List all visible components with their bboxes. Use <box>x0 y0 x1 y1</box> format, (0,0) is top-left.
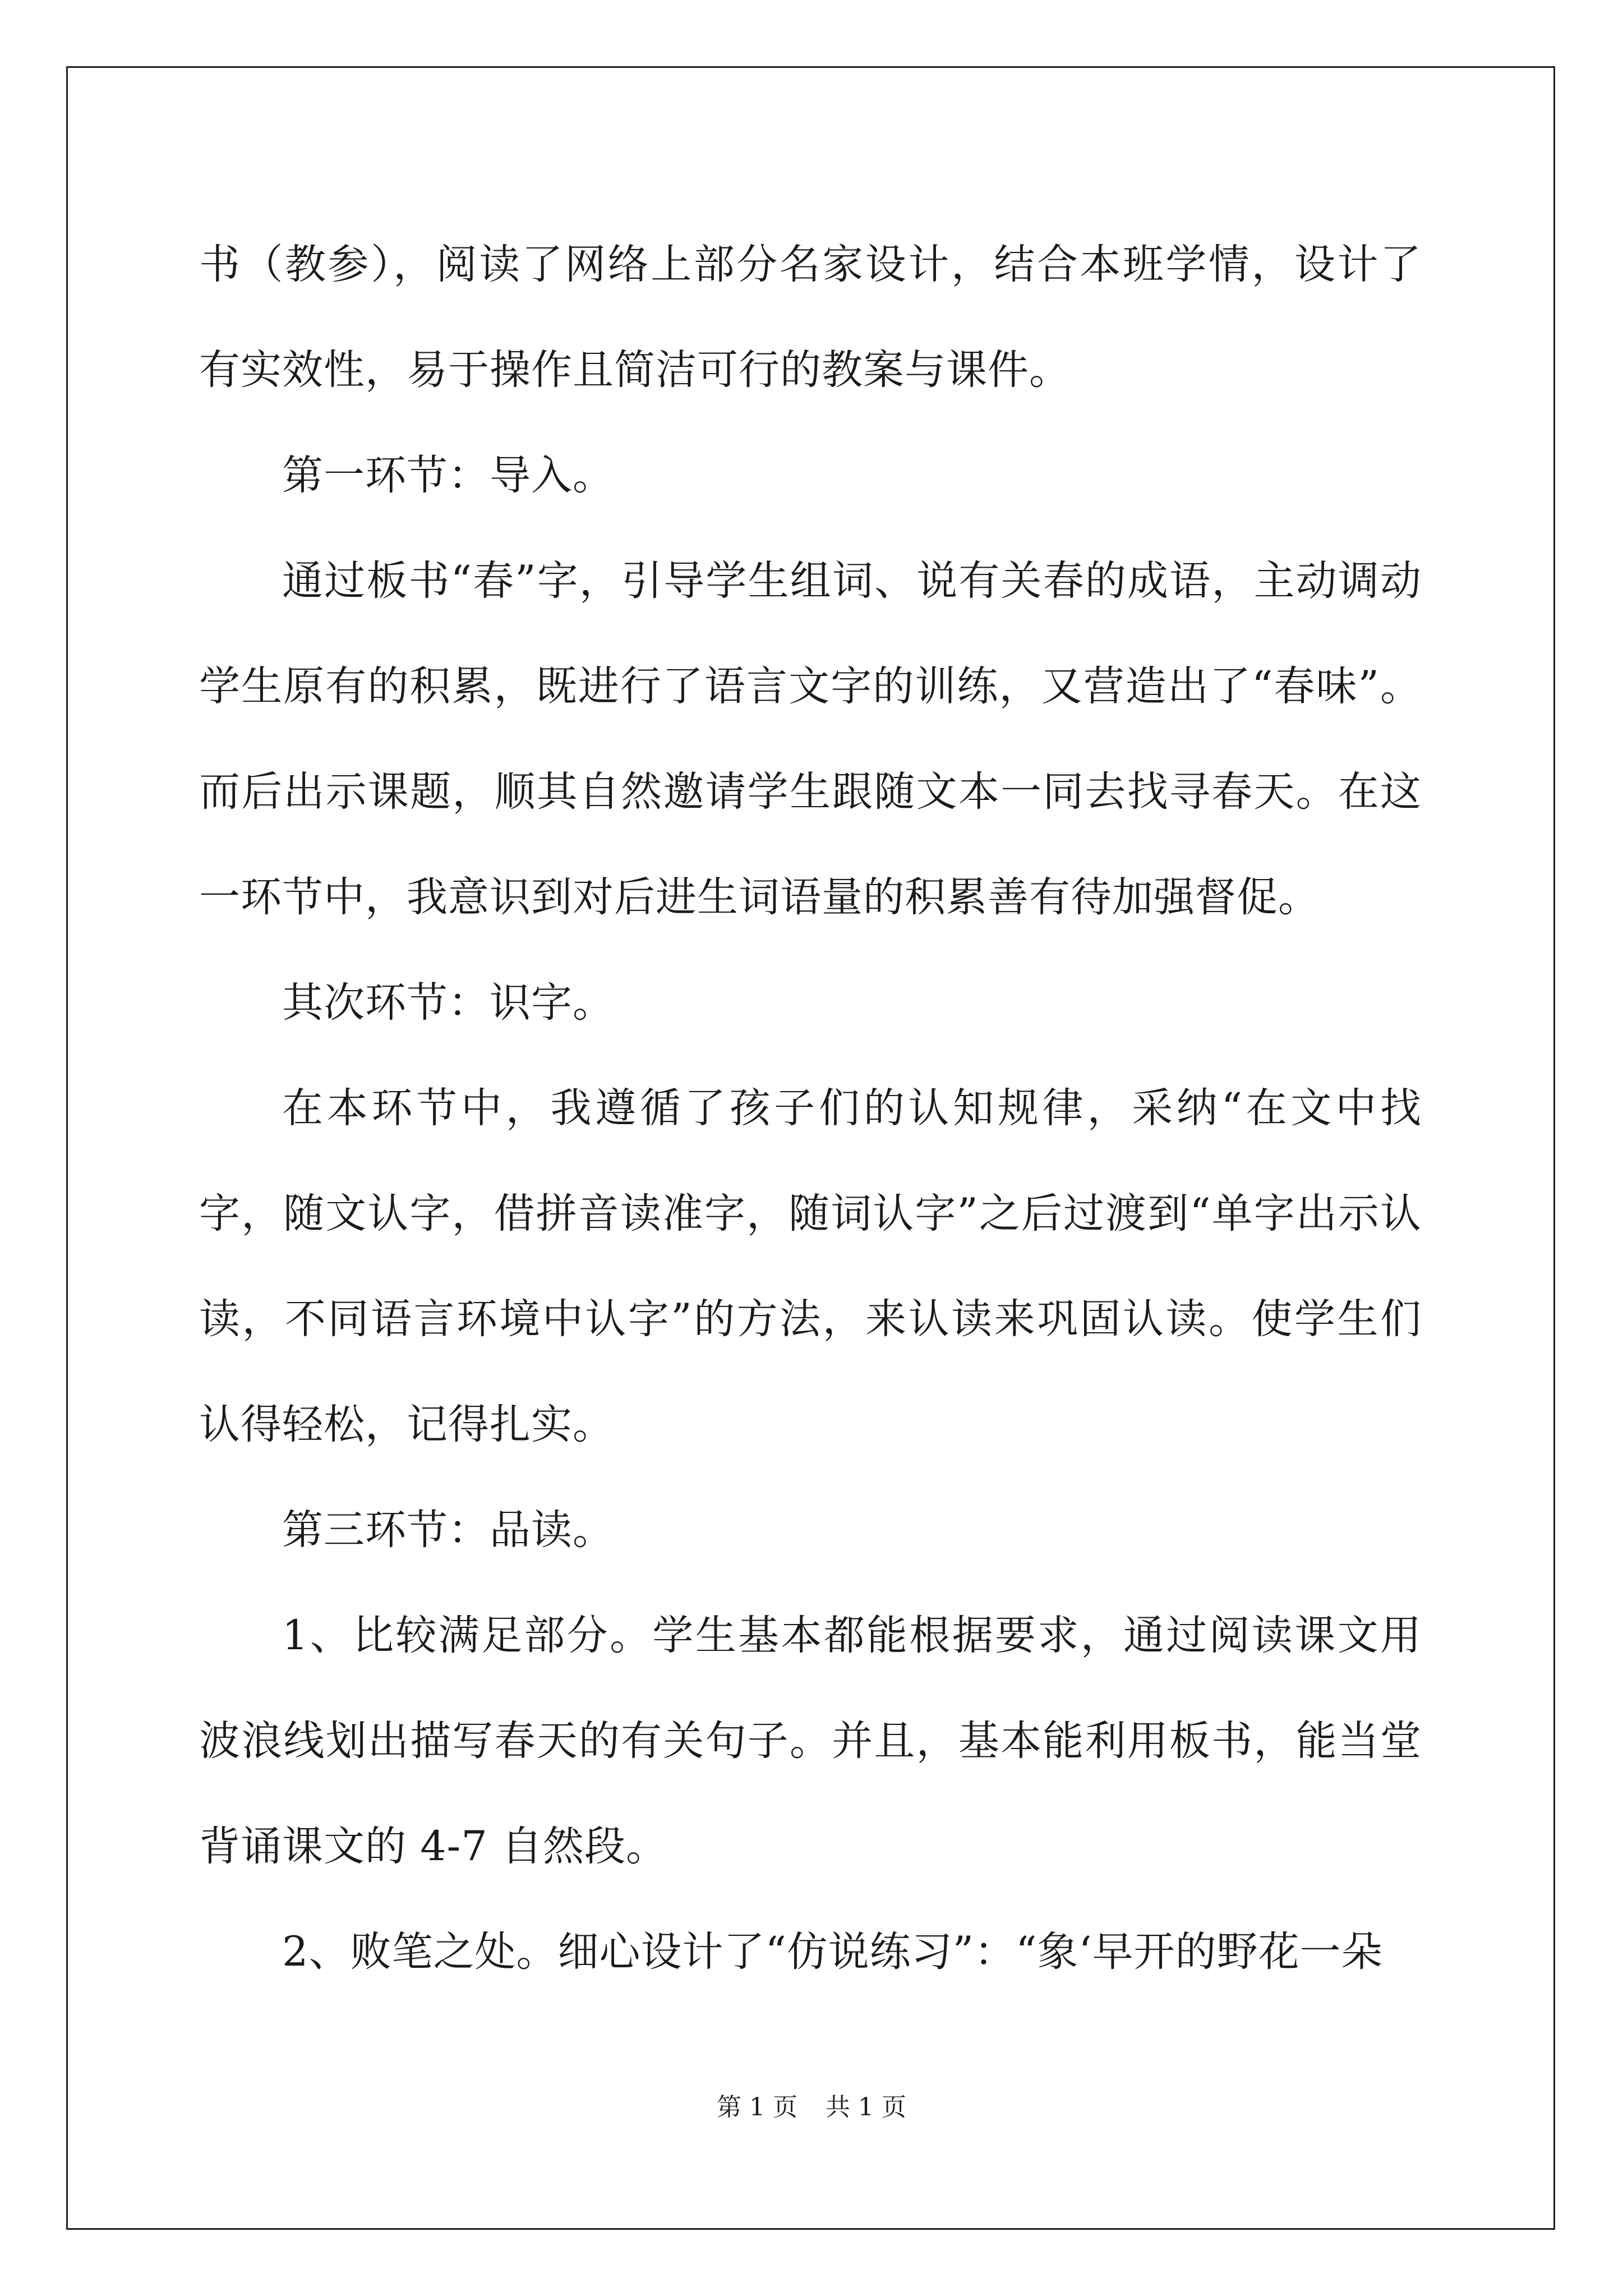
document-body <box>199 212 1422 2005</box>
section-heading-literacy: 其次环节：识字。 <box>282 979 614 1027</box>
paragraph-literacy-body: 在本环节中，我遵循了孩子们的认知规律，采纳“在文中找字，随文认字，借拼音读准字，随词认字”之后过渡到“单字出示认读，不同语言环境中认字”的方法，来认读来巩固认读。使学生们认得轻松，记得扎实。 <box>199 1084 1422 1448</box>
page-footer <box>0 2091 1623 2124</box>
section-heading-intro: 第一环节：导入。 <box>282 452 614 499</box>
paragraph-1: 书（教参），阅读了网络上部分名家设计，结合本班学情，设计了有实效性，易于操作且简洁可行的教案与课件。 <box>199 241 1422 394</box>
page-number: 第 1 页 <box>717 2093 797 2122</box>
paragraph-intro-body: 通过板书“春”字，引导学生组词、说有关春的成语，主动调动学生原有的积累，既进行了语言文字的训练，又营造出了“春味”。而后出示课题，顺其自然邀请学生跟随文本一同去找寻春天。在这一环节中，我意识到对后进生词语量的积累善有待加强督促。 <box>199 557 1422 921</box>
paragraph-reading-point-2: 2、败笔之处。细心设计了“仿说练习”：“象‘早开的野花一朵 <box>282 1928 1383 1976</box>
page-total: 共 1 页 <box>826 2093 906 2122</box>
section-heading-reading: 第三环节：品读。 <box>282 1506 614 1554</box>
paragraph-reading-point-1: 1、比较满足部分。学生基本都能根据要求，通过阅读课文用波浪线划出描写春天的有关句子。并且，基本能利用板书，能当堂背诵课文的 4-7 自然段。 <box>199 1612 1422 1870</box>
